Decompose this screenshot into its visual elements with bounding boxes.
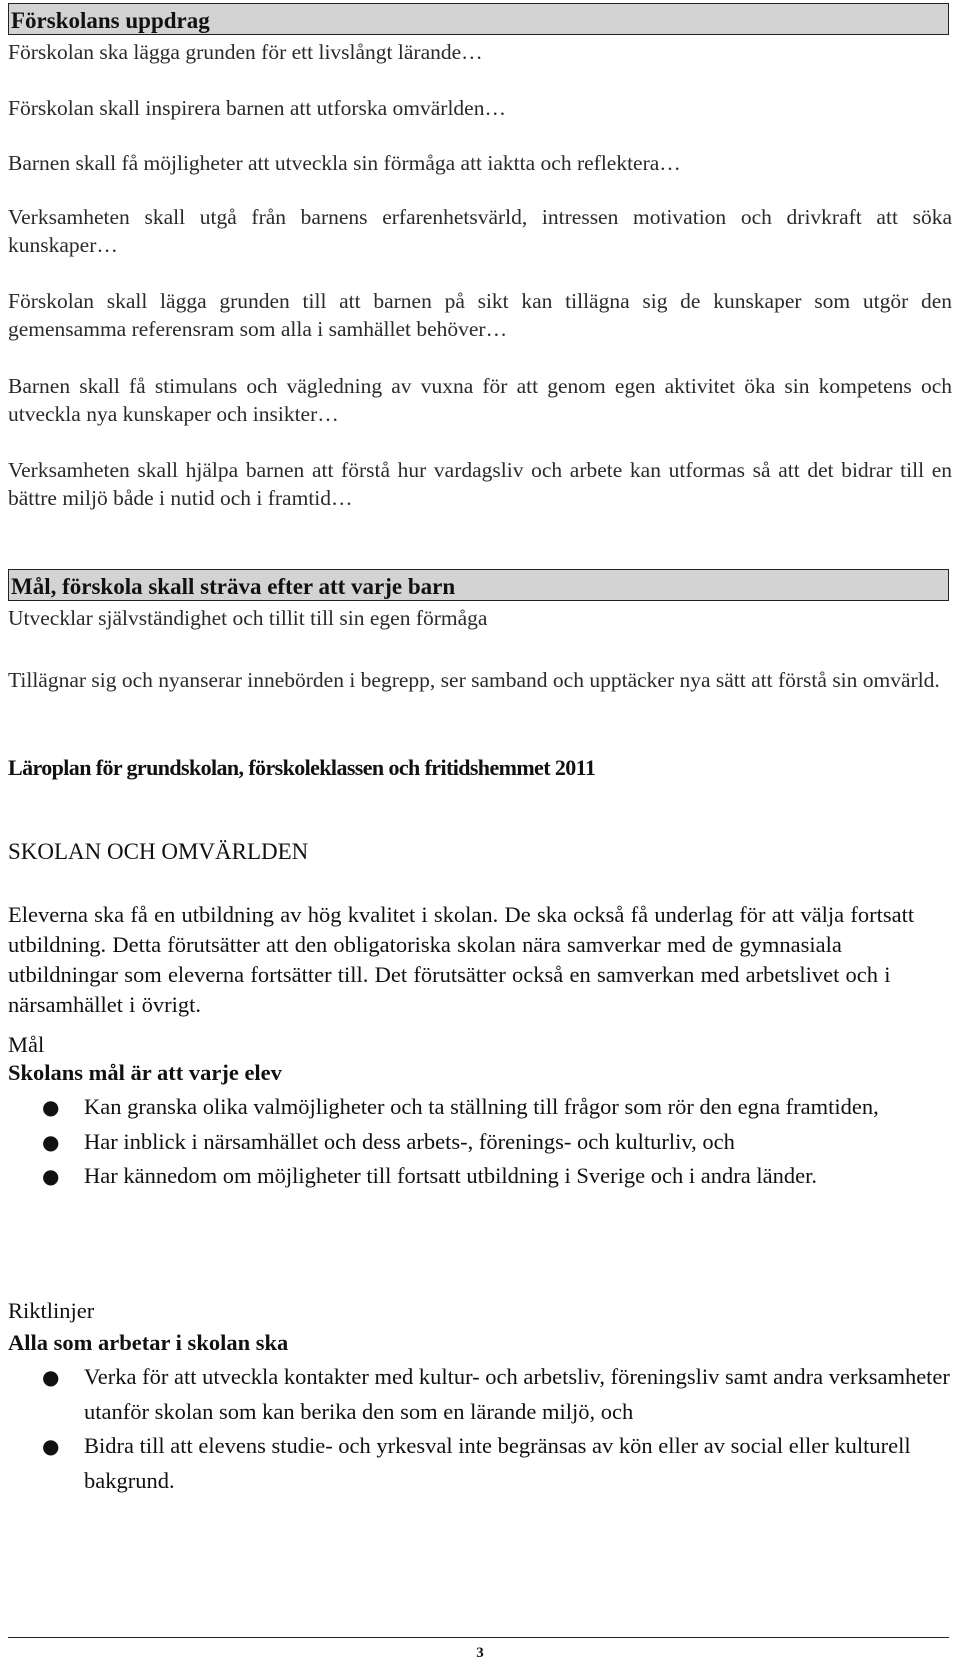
list-item-text: Har inblick i närsamhället och dess arbets-, förenings- och kulturliv, och [84,1128,735,1154]
paragraph-erfarenhetsvarld: Verksamheten skall utgå från barnens erfarenhetsvärld, intressen motivation och drivkraft att söka kunskaper… [8,205,952,257]
riktlinjer-label: Riktlinjer [8,1298,95,1323]
list-item-text: Bidra till att elevens studie- och yrkesval inte begränsas av kön eller av social eller kulturell bakgrund. [84,1433,911,1493]
list-item [8,1159,950,1194]
riktlinjer-bullet-list [8,1360,952,1498]
mal-bullet-list [8,1090,952,1194]
bullet-icon: ● [42,1164,60,1188]
list-item [8,1360,950,1429]
section-heading-forskolans-uppdrag: Förskolans uppdrag [8,3,949,35]
paragraph-livslangt-larande: Förskolan ska lägga grunden för ett livslångt lärande… [8,40,483,64]
paragraph-skolan-intro: Eleverna ska få en utbildning av hög kvalitet i skolan. De ska också få underlag för att välja fortsatt utbildning. Detta förutsätter att den obligatoriska skolan nära samverkar med de gymnasiala utbildningar som eleverna fortsätter till. Det förutsätter också en samverkan med arbetslivet och i närsamhället i övrigt. [8,902,915,1017]
laroplan-title: Läroplan för grundskolan, förskoleklassen och fritidshemmet 2011 [8,755,596,780]
footer-divider [8,1637,949,1638]
paragraph-sjalvstandighet: Utvecklar självständighet och tillit till sin egen förmåga [8,606,488,630]
list-item [8,1429,950,1498]
bullet-icon: ● [42,1095,60,1119]
page-number: 3 [476,1645,484,1661]
list-item-text: Verka för att utveckla kontakter med kultur- och arbetsliv, föreningsliv samt andra verksamheter utanför skolan som kan berika den som en lärande miljö, och [84,1364,950,1424]
paragraph-utforska-omvarlden: Förskolan skall inspirera barnen att utforska omvärlden… [8,96,506,120]
bullet-icon: ● [42,1365,60,1389]
document-page [8,0,952,1665]
bullet-icon: ● [42,1129,60,1154]
mal-label: Mål [8,1032,45,1057]
bullet-icon: ● [42,1434,60,1458]
riktlinjer-heading: Alla som arbetar i skolan ska [8,1330,289,1355]
list-item-text: Kan granska olika valmöjligheter och ta ställning till frågor som rör den egna framtiden, [84,1094,879,1119]
paragraph-iaktta-reflektera: Barnen skall få möjligheter att utveckla sin förmåga att iaktta och reflektera… [8,151,681,175]
list-item [8,1090,950,1125]
paragraph-vardagsliv-arbete: Verksamheten skall hjälpa barnen att förstå hur vardagsliv och arbete kan utformas så att det bidrar till en bättre miljö både i nutid och i framtid… [8,458,952,510]
mal-heading: Skolans mål är att varje elev [8,1060,282,1085]
paragraph-referensram: Förskolan skall lägga grunden till att barnen på sikt kan tillägna sig de kunskaper som utgör den gemensamma referensram som alla i samhället behöver… [8,289,952,341]
list-item [8,1125,950,1160]
paragraph-stimulans-vagledning: Barnen skall få stimulans och vägledning av vuxna för att genom egen aktivitet öka sin kompetens och utveckla nya kunskaper och insikter… [8,374,952,426]
section-heading-mal-forskola: Mål, förskola skall sträva efter att varje barn [8,569,949,601]
skolan-omvarlden-title: SKOLAN OCH OMVÄRLDEN [8,839,309,864]
list-item-text: Har kännedom om möjligheter till fortsatt utbildning i Sverige och i andra länder. [84,1163,817,1188]
paragraph-begrepp-samband: Tillägnar sig och nyanserar innebörden i begrepp, ser samband och upptäcker nya sätt att förstå sin omvärld. [8,668,940,692]
